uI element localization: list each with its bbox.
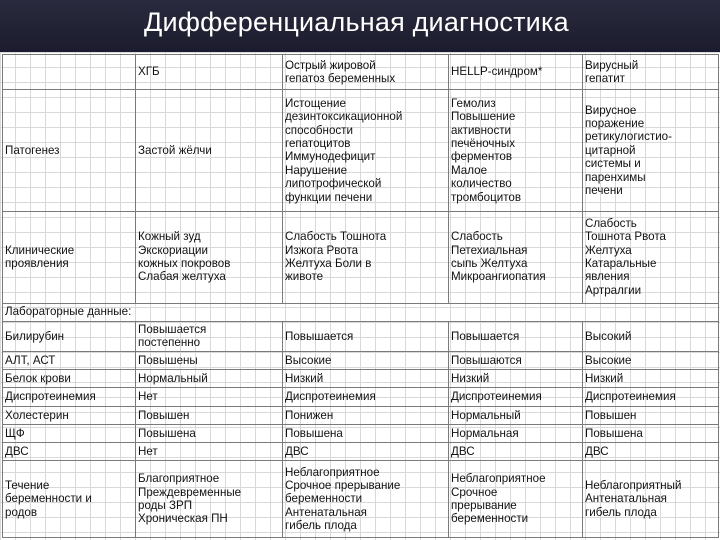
row-label: Течение беременности и родов <box>3 461 136 538</box>
table-cell: Слабость Тошнота Изжога Рвота Желтуха Боли в животе <box>283 211 449 303</box>
row-label: Патогенез <box>3 90 136 211</box>
table-cell: Повышен <box>583 406 719 424</box>
table-row <box>3 352 719 370</box>
table-cell: Повышается <box>449 321 583 351</box>
header-row <box>3 55 719 90</box>
table-cell: Нет <box>136 442 283 460</box>
title-bar <box>0 0 720 52</box>
table-cell: Нормальный <box>136 370 283 388</box>
slide-title: Дифференциальная диагностика <box>144 7 569 37</box>
table-cell: ДВС <box>449 442 583 460</box>
table-row <box>3 406 719 424</box>
diagnosis-table <box>2 54 719 538</box>
table-cell: Повышается <box>283 321 449 351</box>
table-cell: Застой жёлчи <box>136 90 283 211</box>
table-row <box>3 388 719 406</box>
table-cell: Нет <box>136 388 283 406</box>
row-label: Клинические проявления <box>3 211 136 303</box>
header-cell: Острый жировой гепатоз беременных <box>283 55 449 90</box>
table-cell: Повышается постепенно <box>136 321 283 351</box>
table-row <box>3 442 719 460</box>
table-cell: Повышена <box>283 424 449 442</box>
table-cell: Гемолиз Повышение активности печёночных ферментов Малое количество тромбоцитов <box>449 90 583 211</box>
table-cell: Повышаются <box>449 352 583 370</box>
row-label: Билирубин <box>3 321 136 351</box>
table-cell: Диспротеинемия <box>283 388 449 406</box>
table-cell: Слабость Тошнота Рвота Желтуха Катаральные явления Артралгии <box>583 211 719 303</box>
table-row <box>3 461 719 538</box>
row-label: ЩФ <box>3 424 136 442</box>
table-cell: Неблагоприятное Срочное прерывание беременности Антенатальная гибель плода <box>283 461 449 538</box>
table-cell: ДВС <box>283 442 449 460</box>
row-label: Белок крови <box>3 370 136 388</box>
table-cell: Неблагоприятный Антенатальная гибель плода <box>583 461 719 538</box>
table-cell: Вирусное поражение ретикулогистио- цитарной системы и паренхимы печени <box>583 90 719 211</box>
table-cell: Повышена <box>583 424 719 442</box>
table-cell: Высокие <box>583 352 719 370</box>
row-label: ДВС <box>3 442 136 460</box>
table-row <box>3 90 719 211</box>
table-cell: Высокий <box>583 321 719 351</box>
header-cell: Вирусный гепатит <box>583 55 719 90</box>
table-cell: ДВС <box>583 442 719 460</box>
table-cell: Высокие <box>283 352 449 370</box>
table-cell: Понижен <box>283 406 449 424</box>
table-cell: Кожный зуд Экскориации кожных покровов Слабая желтуха <box>136 211 283 303</box>
table-cell: Повышен <box>136 406 283 424</box>
table-cell: Истощение дезинтоксикационной способности гепатоцитов Иммунодефицит Нарушение липотрофической функции печени <box>283 90 449 211</box>
table-row <box>3 211 719 303</box>
row-label: Холестерин <box>3 406 136 424</box>
table-cell: Повышена <box>136 424 283 442</box>
header-cell: ХГБ <box>136 55 283 90</box>
table-row <box>3 424 719 442</box>
table-cell: Слабость Петехиальная сыпь Желтуха Микроангиопатия <box>449 211 583 303</box>
section-label: Лабораторные данные: <box>3 303 719 321</box>
section-row <box>3 303 719 321</box>
table-cell: Диспротеинемия <box>449 388 583 406</box>
table-cell: Низкий <box>449 370 583 388</box>
table-cell: Низкий <box>283 370 449 388</box>
table-cell: Диспротеинемия <box>583 388 719 406</box>
header-cell: HELLP-синдром* <box>449 55 583 90</box>
row-label: Диспротеинемия <box>3 388 136 406</box>
table-cell: Низкий <box>583 370 719 388</box>
table-row <box>3 321 719 351</box>
table-cell: Благоприятное Преждевременные роды ЗРП Хроническая ПН <box>136 461 283 538</box>
table-cell: Неблагоприятное Срочное прерывание беременности <box>449 461 583 538</box>
table-cell: Нормальная <box>449 424 583 442</box>
table-row <box>3 370 719 388</box>
row-label: АЛТ, АСТ <box>3 352 136 370</box>
header-cell <box>3 55 136 90</box>
table-cell: Нормальный <box>449 406 583 424</box>
table-cell: Повышены <box>136 352 283 370</box>
